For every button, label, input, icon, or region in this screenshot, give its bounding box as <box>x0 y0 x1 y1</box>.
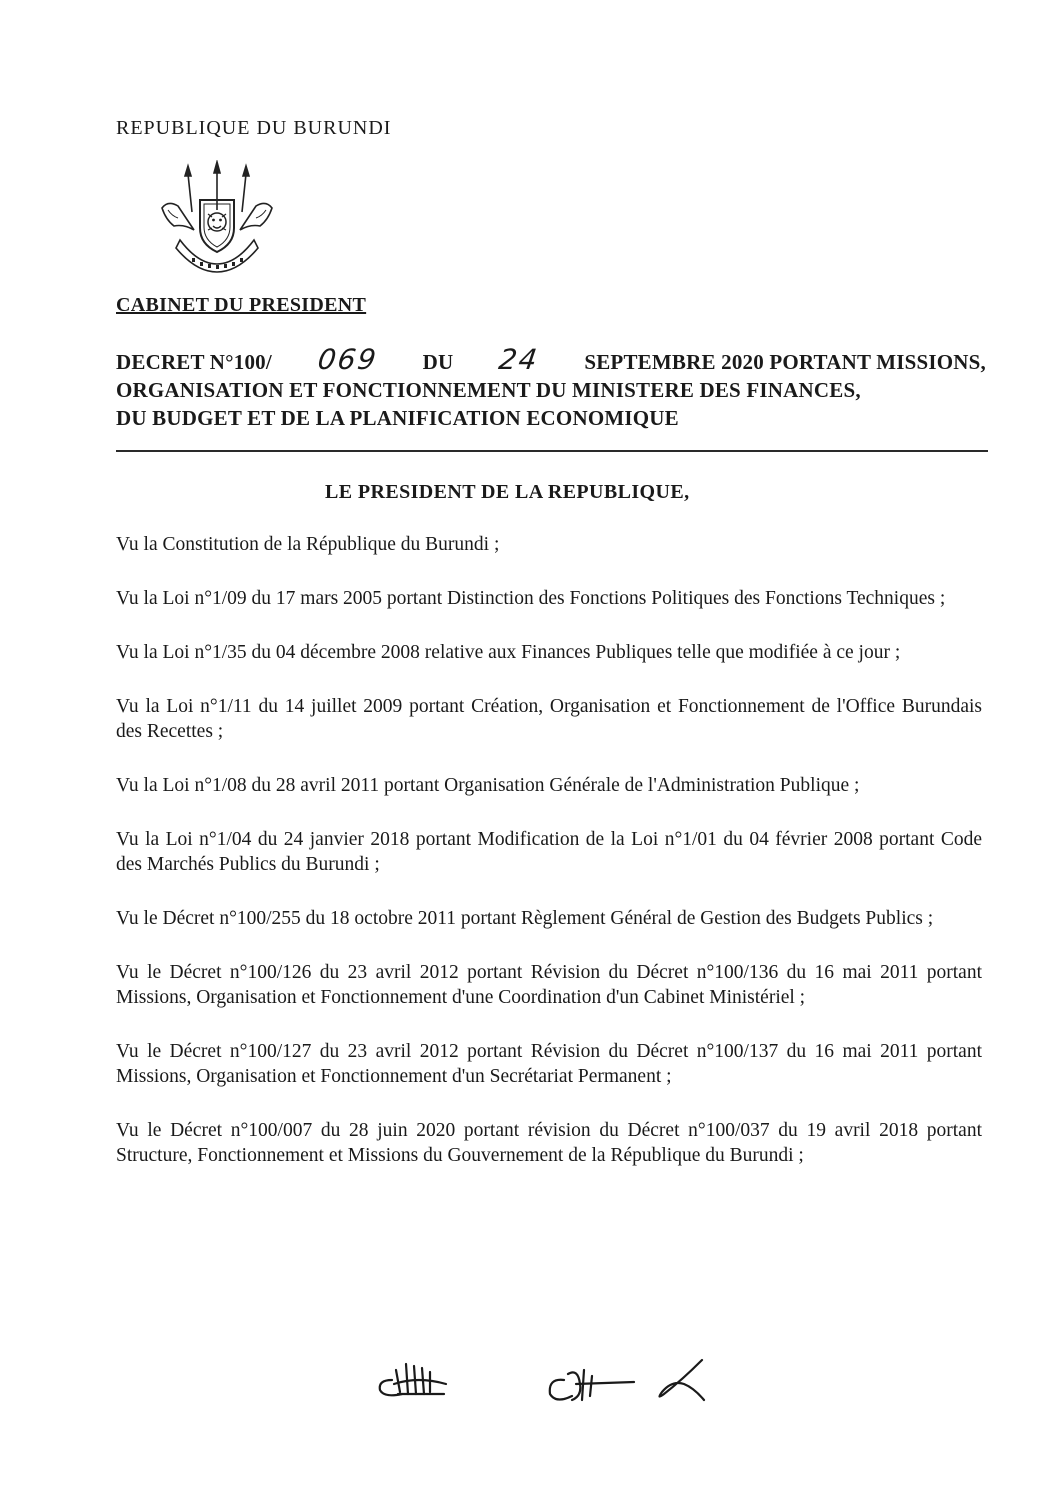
decree-title <box>116 343 986 432</box>
considerant-item: Vu la Loi n°1/08 du 28 avril 2011 portant Organisation Générale de l'Administration Publique ; <box>116 775 860 796</box>
decree-title-line-2: ORGANISATION ET FONCTIONNEMENT DU MINISTERE DES FINANCES, <box>116 378 861 402</box>
considerant-item: Vu la Loi n°1/04 du 24 janvier 2018 portant Modification de la Loi n°1/01 du 04 février 2008 portant Code des Marchés Publics du Burundi ; <box>116 829 982 875</box>
decree-title-line-1 <box>116 343 986 376</box>
president-heading: LE PRESIDENT DE LA REPUBLIQUE, <box>325 481 690 503</box>
decree-du: DU <box>422 350 454 374</box>
considerants-list <box>116 532 982 1168</box>
cabinet-heading: CABINET DU PRESIDENT <box>116 294 367 316</box>
considerant-item: Vu le Décret n°100/007 du 28 juin 2020 portant révision du Décret n°100/037 du 19 avril 2018 portant Structure, Fonctionnement et Missions du Gouvernement de la République du Burundi ; <box>116 1120 982 1166</box>
considerant-item: Vu le Décret n°100/127 du 23 avril 2012 portant Révision du Décret n°100/137 du 16 mai 2011 portant Missions, Organisation et Fonctionnement d'un Secrétariat Permanent ; <box>116 1041 982 1087</box>
considerant-item: Vu la Loi n°1/09 du 17 mars 2005 portant Distinction des Fonctions Politiques des Fonctions Techniques ; <box>116 588 946 609</box>
considerant-item: Vu la Constitution de la République du Burundi ; <box>116 534 500 555</box>
considerant-item: Vu la Loi n°1/11 du 14 juillet 2009 portant Création, Organisation et Fonctionnement de l'Office Burundais des Recettes ; <box>116 696 982 742</box>
considerant-item: Vu le Décret n°100/126 du 23 avril 2012 portant Révision du Décret n°100/136 du 16 mai 2011 portant Missions, Organisation et Fonctionnement d'une Coordination d'un Cabinet Ministériel ; <box>116 962 982 1008</box>
decree-title-line-3: DU BUDGET ET DE LA PLANIFICATION ECONOMIQUE <box>116 406 679 430</box>
decree-line1-rest: SEPTEMBRE 2020 PORTANT MISSIONS, <box>584 350 986 374</box>
republic-heading: REPUBLIQUE DU BURUNDI <box>116 117 392 139</box>
burundi-coat-of-arms-icon <box>158 160 276 276</box>
handwritten-initials-icon <box>372 1350 712 1410</box>
considerant-item: Vu la Loi n°1/35 du 04 décembre 2008 relative aux Finances Publiques telle que modifiée à ce jour ; <box>116 642 901 663</box>
decree-number-handwritten: 069 <box>315 343 380 376</box>
decree-day-handwritten: 24 <box>496 343 542 376</box>
title-divider <box>116 450 988 452</box>
considerant-item: Vu le Décret n°100/255 du 18 octobre 2011 portant Règlement Général de Gestion des Budgets Publics ; <box>116 908 934 929</box>
decree-prefix: DECRET N°100/ <box>116 350 272 374</box>
